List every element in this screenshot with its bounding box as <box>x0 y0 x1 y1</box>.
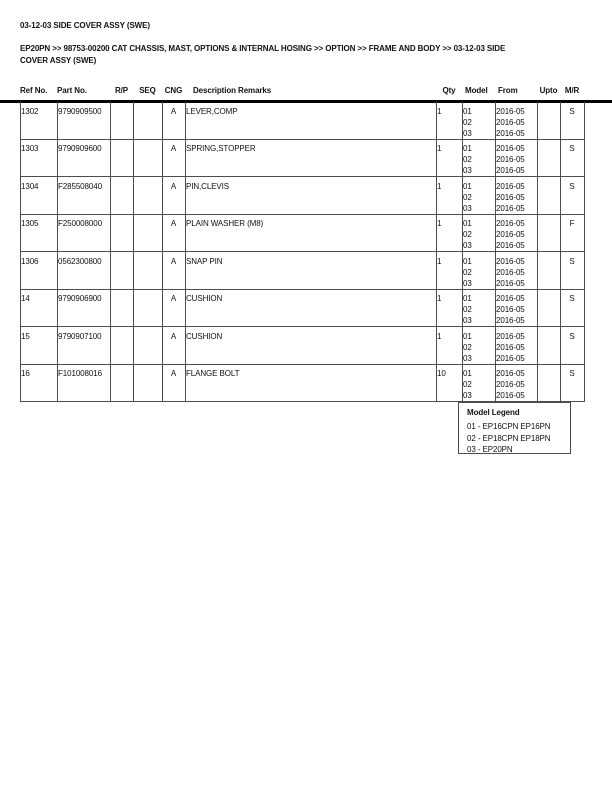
from-date: 2016-05 <box>496 256 525 266</box>
cell-mr: S <box>561 252 585 290</box>
cell-description: SNAP PIN <box>186 252 437 290</box>
cell-mr: F <box>561 214 585 252</box>
from-date: 2016-05 <box>496 155 525 164</box>
cell-model <box>463 102 496 139</box>
cell-cng: A <box>163 214 186 252</box>
cell-qty: 10 <box>437 364 463 402</box>
cell-ref-no: 1302 <box>21 102 58 139</box>
model-code: 02 <box>463 380 472 389</box>
cell-model <box>463 364 496 402</box>
cell-rp <box>111 364 134 402</box>
cell-ref-no: 1303 <box>21 139 58 177</box>
cell-rp <box>111 327 134 365</box>
cell-description: LEVER,COMP <box>186 102 437 139</box>
from-date: 2016-05 <box>496 380 525 389</box>
cell-upto <box>538 214 561 252</box>
col-header-rp: R/P <box>114 86 129 95</box>
col-header-from: From <box>498 86 518 95</box>
cell-part-no: 9790907100 <box>58 327 111 365</box>
cell-mr: S <box>561 327 585 365</box>
table-row <box>21 252 585 290</box>
table-row <box>21 177 585 215</box>
cell-cng: A <box>163 177 186 215</box>
cell-description: CUSHION <box>186 327 437 365</box>
cell-seq <box>134 214 163 252</box>
cell-cng: A <box>163 364 186 402</box>
model-code: 03 <box>463 241 472 250</box>
model-code: 02 <box>463 267 472 277</box>
table-row <box>21 139 585 177</box>
cell-description: PIN,CLEVIS <box>186 177 437 215</box>
table-row <box>21 289 585 327</box>
cell-rp <box>111 214 134 252</box>
model-code: 03 <box>463 166 472 175</box>
cell-ref-no: 15 <box>21 327 58 365</box>
from-date: 2016-05 <box>496 230 525 239</box>
from-date: 2016-05 <box>496 305 525 314</box>
model-code: 02 <box>463 342 472 352</box>
model-code: 03 <box>463 203 472 213</box>
model-code: 01 <box>463 106 472 116</box>
cell-part-no: F101008016 <box>58 364 111 402</box>
from-date: 2016-05 <box>496 117 525 127</box>
cell-ref-no: 16 <box>21 364 58 402</box>
cell-upto <box>538 177 561 215</box>
cell-seq <box>134 139 163 177</box>
cell-mr: S <box>561 364 585 402</box>
from-date: 2016-05 <box>496 219 525 228</box>
cell-mr: S <box>561 139 585 177</box>
cell-qty: 1 <box>437 289 463 327</box>
model-legend-box <box>458 402 571 454</box>
parts-table <box>20 102 585 402</box>
from-date: 2016-05 <box>496 369 525 378</box>
from-date: 2016-05 <box>496 391 525 400</box>
cell-qty: 1 <box>437 177 463 215</box>
from-date: 2016-05 <box>496 192 525 202</box>
cell-rp <box>111 102 134 139</box>
cell-part-no: F285508040 <box>58 177 111 215</box>
cell-ref-no: 1305 <box>21 214 58 252</box>
cell-mr: S <box>561 102 585 139</box>
page-title: 03-12-03 SIDE COVER ASSY (SWE) <box>20 21 150 30</box>
from-date: 2016-05 <box>496 316 525 325</box>
cell-upto <box>538 364 561 402</box>
cell-cng: A <box>163 252 186 290</box>
cell-qty: 1 <box>437 102 463 139</box>
model-code: 02 <box>463 117 472 127</box>
col-header-seq: SEQ <box>139 86 156 95</box>
cell-rp <box>111 289 134 327</box>
col-header-ref-no: Ref No. <box>20 86 48 95</box>
cell-ref-no: 1304 <box>21 177 58 215</box>
from-date: 2016-05 <box>496 278 525 288</box>
cell-mr: S <box>561 177 585 215</box>
col-header-part-no: Part No. <box>57 86 87 95</box>
cell-qty: 1 <box>437 214 463 252</box>
model-code: 03 <box>463 278 472 288</box>
model-code: 01 <box>463 294 472 303</box>
model-code: 01 <box>463 219 472 228</box>
cell-model <box>463 289 496 327</box>
model-code: 03 <box>463 316 472 325</box>
model-code: 02 <box>463 305 472 314</box>
model-code: 01 <box>463 331 472 341</box>
cell-mr: S <box>561 289 585 327</box>
cell-description: SPRING,STOPPER <box>186 139 437 177</box>
cell-seq <box>134 102 163 139</box>
cell-part-no: 9790909500 <box>58 102 111 139</box>
col-header-description: Description Remarks <box>193 86 272 95</box>
cell-cng: A <box>163 139 186 177</box>
cell-rp <box>111 139 134 177</box>
cell-model <box>463 252 496 290</box>
col-header-upto: Upto <box>539 86 558 95</box>
model-code: 02 <box>463 230 472 239</box>
cell-rp <box>111 252 134 290</box>
cell-from <box>496 214 538 252</box>
col-header-qty: Qty <box>442 86 456 95</box>
cell-model <box>463 214 496 252</box>
table-row <box>21 364 585 402</box>
col-header-cng: CNG <box>164 86 183 95</box>
cell-part-no: 9790909600 <box>58 139 111 177</box>
cell-part-no: 0562300800 <box>58 252 111 290</box>
cell-cng: A <box>163 102 186 139</box>
cell-seq <box>134 364 163 402</box>
model-legend-item: 02 - EP18CPN EP18PN <box>467 433 551 443</box>
model-code: 03 <box>463 128 472 138</box>
model-code: 02 <box>463 155 472 164</box>
from-date: 2016-05 <box>496 267 525 277</box>
cell-rp <box>111 177 134 215</box>
from-date: 2016-05 <box>496 353 525 363</box>
model-legend-item: 01 - EP16CPN EP16PN <box>467 422 551 431</box>
cell-part-no: F250008000 <box>58 214 111 252</box>
cell-from <box>496 139 538 177</box>
from-date: 2016-05 <box>496 128 525 138</box>
cell-upto <box>538 289 561 327</box>
cell-description: CUSHION <box>186 289 437 327</box>
cell-upto <box>538 327 561 365</box>
cell-cng: A <box>163 327 186 365</box>
cell-qty: 1 <box>437 139 463 177</box>
cell-qty: 1 <box>437 327 463 365</box>
cell-ref-no: 1306 <box>21 252 58 290</box>
breadcrumb: EP20PN >> 98753-00200 CAT CHASSIS, MAST, OPTIONS & INTERNAL HOSING >> OPTION >> FRAME AND BODY >> 03-12-03 SIDE COVER ASSY (SWE) <box>20 44 506 65</box>
cell-upto <box>538 252 561 290</box>
cell-from <box>496 252 538 290</box>
table-row <box>21 214 585 252</box>
model-code: 03 <box>463 391 472 400</box>
cell-from <box>496 327 538 365</box>
cell-upto <box>538 139 561 177</box>
cell-seq <box>134 252 163 290</box>
from-date: 2016-05 <box>496 203 525 213</box>
table-row <box>21 327 585 365</box>
from-date: 2016-05 <box>496 331 525 341</box>
cell-from <box>496 289 538 327</box>
model-legend-title: Model Legend <box>467 408 520 417</box>
model-code: 01 <box>463 256 472 266</box>
model-code: 01 <box>463 369 472 378</box>
table-row <box>21 102 585 139</box>
cell-cng: A <box>163 289 186 327</box>
cell-ref-no: 14 <box>21 289 58 327</box>
cell-from <box>496 364 538 402</box>
from-date: 2016-05 <box>496 294 525 303</box>
cell-description: PLAIN WASHER (M8) <box>186 214 437 252</box>
cell-model <box>463 139 496 177</box>
cell-description: FLANGE BOLT <box>186 364 437 402</box>
model-code: 01 <box>463 181 472 191</box>
col-header-mr: M/R <box>564 86 580 95</box>
cell-from <box>496 102 538 139</box>
from-date: 2016-05 <box>496 166 525 175</box>
from-date: 2016-05 <box>496 181 525 191</box>
cell-seq <box>134 327 163 365</box>
from-date: 2016-05 <box>496 144 525 153</box>
cell-seq <box>134 177 163 215</box>
cell-model <box>463 177 496 215</box>
cell-model <box>463 327 496 365</box>
from-date: 2016-05 <box>496 241 525 250</box>
cell-from <box>496 177 538 215</box>
model-legend-item: 03 - EP20PN <box>467 445 513 455</box>
model-code: 01 <box>463 144 472 153</box>
from-date: 2016-05 <box>496 342 525 352</box>
model-code: 02 <box>463 192 472 202</box>
from-date: 2016-05 <box>496 106 525 116</box>
col-header-model: Model <box>465 86 488 95</box>
cell-part-no: 9790906900 <box>58 289 111 327</box>
model-code: 03 <box>463 353 472 363</box>
cell-seq <box>134 289 163 327</box>
cell-upto <box>538 102 561 139</box>
cell-qty: 1 <box>437 252 463 290</box>
table-column-headers <box>20 86 584 96</box>
